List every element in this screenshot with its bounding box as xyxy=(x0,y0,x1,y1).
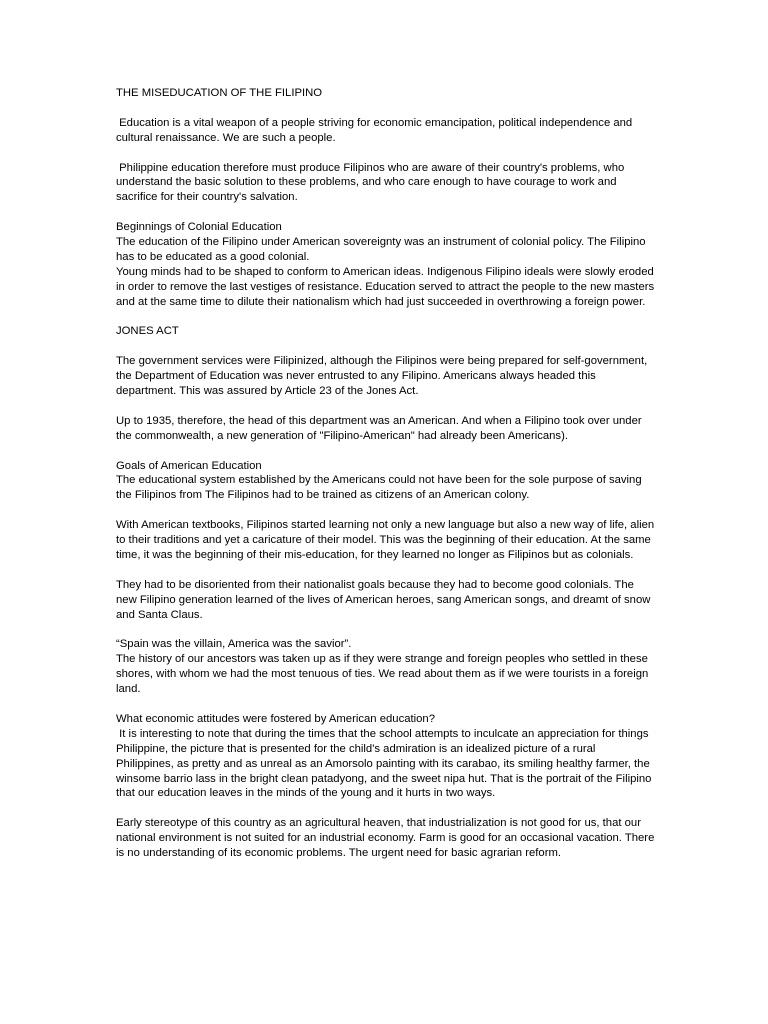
spacer xyxy=(116,622,656,637)
paragraph-educational-system: The educational system established by the Americans could not have been for the sole purpose of saving the Filipinos from The Filipinos had to be trained as citizens of an American colony. xyxy=(116,474,645,502)
paragraph-intro: Education is a vital weapon of a people striving for economic emancipation, political independence and cultural renaissance. We are such a people. xyxy=(116,116,636,144)
document-page xyxy=(116,86,656,861)
paragraph-american-textbooks: With American textbooks, Filipinos started learning not only a new language but also a new way of life, alien to their traditions and yet a caricature of their model. This was the beginning of their education. At the same time, it was the beginning of their mis-education, for they learned no longer as Filipinos but as colonials. xyxy=(116,519,658,561)
heading-economic-attitudes: What economic attitudes were fostered by American education? xyxy=(116,712,435,725)
heading-jones-act: JONES ACT xyxy=(116,325,179,338)
spacer xyxy=(116,444,656,459)
paragraph-colonial-policy: The education of the Filipino under American sovereignty was an instrument of colonial policy. The Filipino has to be educated as a good colonial. xyxy=(116,236,649,263)
spacer xyxy=(116,310,656,325)
quote-spain-villain: “Spain was the villain, America was the savior”. xyxy=(116,638,352,651)
spacer xyxy=(116,801,656,816)
spacer xyxy=(116,503,656,518)
spacer xyxy=(116,399,656,414)
document-title: THE MISEDUCATION OF THE FILIPINO xyxy=(116,87,323,99)
spacer xyxy=(116,146,656,161)
paragraph-history-ancestors: The history of our ancestors was taken up as if they were strange and foreign peoples who settled in these shores, with whom we had the most tenuous of ties. We read about them as if we were tourists in a foreign land. xyxy=(116,653,652,696)
spacer xyxy=(116,339,656,354)
spacer xyxy=(116,101,656,116)
paragraph-young-minds: Young minds had to be shaped to conform to American ideas. Indigenous Filipino ideals were slowly eroded in order to remove the last vestiges of resistance. Education served to attract the people to the new masters and at the same time to dilute their nationalism which had just succeeded in overthrowing a foreign power. xyxy=(116,265,658,308)
spacer xyxy=(116,563,656,578)
heading-colonial-education: Beginnings of Colonial Education xyxy=(116,221,282,234)
paragraph-interesting-to-note: It is interesting to note that during the times that the school attempts to inculcate an appreciation for things Philippine, the picture that is presented for the child's admiration is an idealized picture of a rural Philippines, as pretty and as unreal as an Amorsolo painting with its carabao, its smiling healthy farmer, the winsome barrio lass in the bright clean patadyong, and the sweet nipa hut. That is the portrait of the Filipino that our education leaves in the minds of the young and it hurts in two ways. xyxy=(116,727,655,800)
paragraph-up-to-1935: Up to 1935, therefore, the head of this department was an American. And when a Filipino took over under the commonwealth, a new generation of "Filipino-American" had already been Americans). xyxy=(116,414,645,442)
spacer xyxy=(116,205,656,220)
paragraph-disoriented: They had to be disoriented from their nationalist goals because they had to become good colonials. The new Filipino generation learned of the lives of American heroes, sang American songs, and dreamt of snow and Santa Claus. xyxy=(116,578,654,621)
heading-goals-american-education: Goals of American Education xyxy=(116,459,262,472)
paragraph-philippine-education: Philippine education therefore must produce Filipinos who are aware of their country's problems, who understand the basic solution to these problems, and who care enough to have courage to work and sacrifice for their country's salvation. xyxy=(116,161,628,204)
spacer xyxy=(116,697,656,712)
paragraph-government-services: The government services were Filipinized, although the Filipinos were being prepared for self-government, the Department of Education was never entrusted to any Filipino. Americans always headed this department. This was assured by Article 23 of the Jones Act. xyxy=(116,355,651,398)
paragraph-early-stereotype: Early stereotype of this country as an agricultural heaven, that industrialization is not good for us, that our national environment is not suited for an industrial economy. Farm is good for an occasional vacation. There is no understanding of its economic problems. The urgent need for basic agrarian reform. xyxy=(116,817,658,860)
